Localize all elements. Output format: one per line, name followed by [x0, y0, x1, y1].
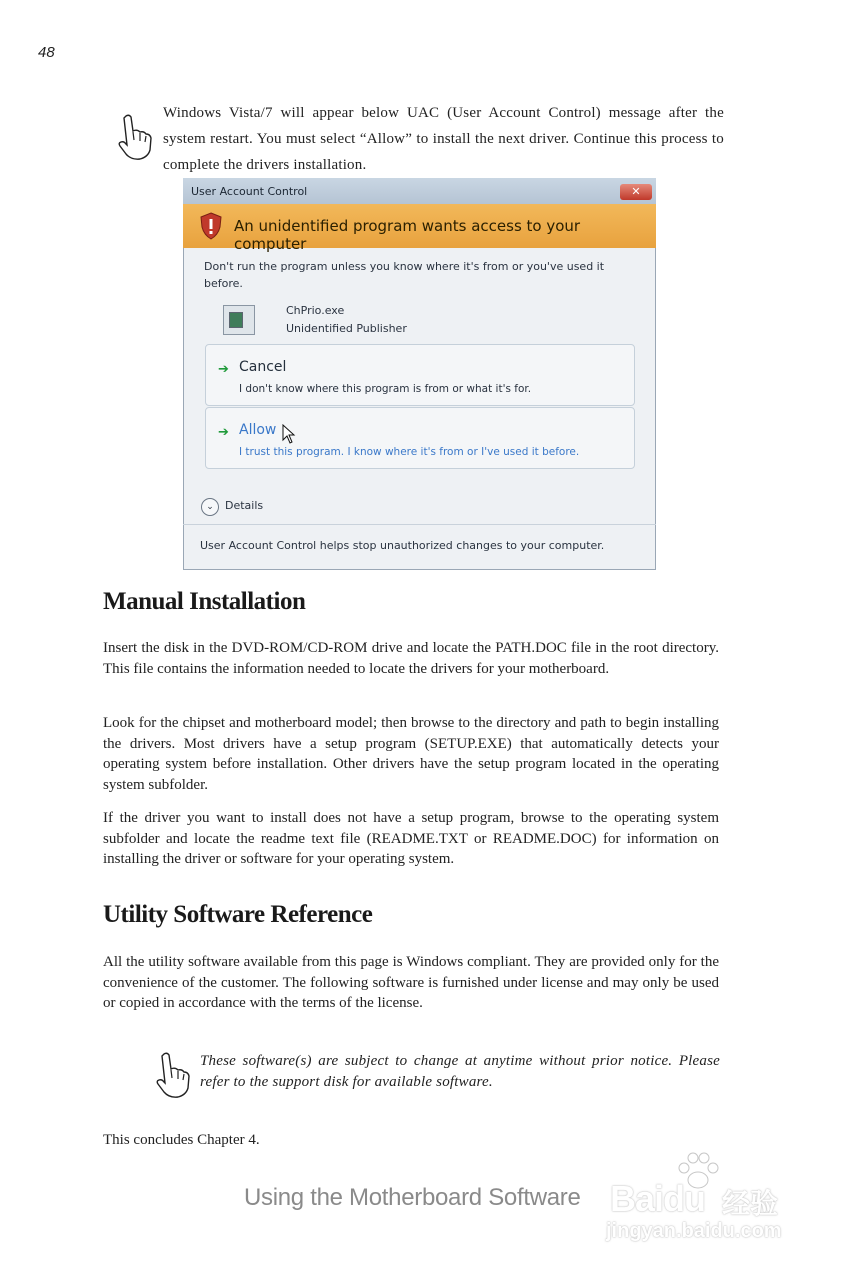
- note-uac-message: Windows Vista/7 will appear below UAC (User Account Control) message after the system restart. You must select “Allow” to install the next driver. Continue this process to complete the drivers installation.: [163, 105, 724, 173]
- watermark-url: jingyan.baidu.com: [606, 1220, 782, 1242]
- uac-title: User Account Control: [191, 185, 308, 198]
- program-icon: [223, 305, 255, 335]
- heading-utility-software: Utility Software Reference: [103, 901, 373, 928]
- program-name: ChPrio.exe: [286, 304, 345, 317]
- allow-option-description: I trust this program. I know where it's from or I've used it before.: [239, 446, 580, 458]
- heading-manual-installation: Manual Installation: [103, 588, 306, 615]
- cancel-option-description: I don't know where this program is from or what it's for.: [239, 383, 532, 395]
- paragraph-manual-3: If the driver you want to install does not have a setup program, browse to the operating system subfolder and locate the readme text file (README.TXT or README.DOC) for information on installing the driver or software for your operating system.: [103, 810, 719, 868]
- mouse-cursor-icon: [282, 424, 296, 444]
- watermark-product: 经验: [722, 1187, 779, 1220]
- paragraph-utility-1: All the utility software available from this page is Windows compliant. They are provided only for the convenience of the customer. The following software is furnished under license and may only be used or copied in accordance with the terms of the license.: [103, 954, 719, 1012]
- uac-titlebar: [183, 178, 656, 204]
- closing-sentence: This concludes Chapter 4.: [103, 1132, 260, 1148]
- uac-banner: [183, 204, 656, 253]
- pointing-hand-icon: [152, 1050, 192, 1100]
- watermark-logo: Baidu: [610, 1178, 706, 1219]
- pointing-hand-icon: [114, 112, 154, 162]
- details-label[interactable]: Details: [225, 499, 264, 512]
- arrow-right-icon: ➔: [218, 425, 229, 440]
- cancel-option[interactable]: [205, 344, 635, 406]
- uac-warning-text: Don't run the program unless you know where it's from or you've used it before.: [204, 260, 605, 290]
- arrow-right-icon: ➔: [218, 362, 229, 377]
- uac-footer-text: User Account Control helps stop unauthorized changes to your computer.: [200, 539, 605, 552]
- program-publisher: Unidentified Publisher: [286, 322, 407, 335]
- paragraph-manual-1: Insert the disk in the DVD-ROM/CD-ROM drive and locate the PATH.DOC file in the root directory. This file contains the information needed to locate the drivers for your motherboard.: [103, 640, 719, 677]
- chevron-down-icon[interactable]: ⌄: [201, 498, 219, 516]
- uac-divider: [183, 524, 656, 525]
- note-software-change: These software(s) are subject to change at anytime without prior notice. Please refer to the support disk for available software.: [200, 1053, 720, 1090]
- uac-dialog-screenshot: [183, 178, 656, 570]
- allow-option-title: Allow: [239, 422, 277, 438]
- uac-heading: An unidentified program wants access to your computer: [234, 217, 581, 253]
- shield-warning-icon: [199, 212, 223, 240]
- paragraph-manual-2: Look for the chipset and motherboard model; then browse to the directory and path to begin installing the drivers. Most drivers have a setup program (SETUP.EXE) that automatically detects your operating system before installation. Other drivers have the setup program located in the operating system subfolder.: [103, 715, 719, 794]
- close-icon[interactable]: ✕: [620, 184, 652, 200]
- allow-option[interactable]: [205, 407, 635, 469]
- page-number: 48: [38, 44, 55, 61]
- baidu-watermark: [604, 1150, 809, 1250]
- cancel-option-title: Cancel: [239, 359, 287, 375]
- footer-title: Using the Motherboard Software: [244, 1184, 581, 1211]
